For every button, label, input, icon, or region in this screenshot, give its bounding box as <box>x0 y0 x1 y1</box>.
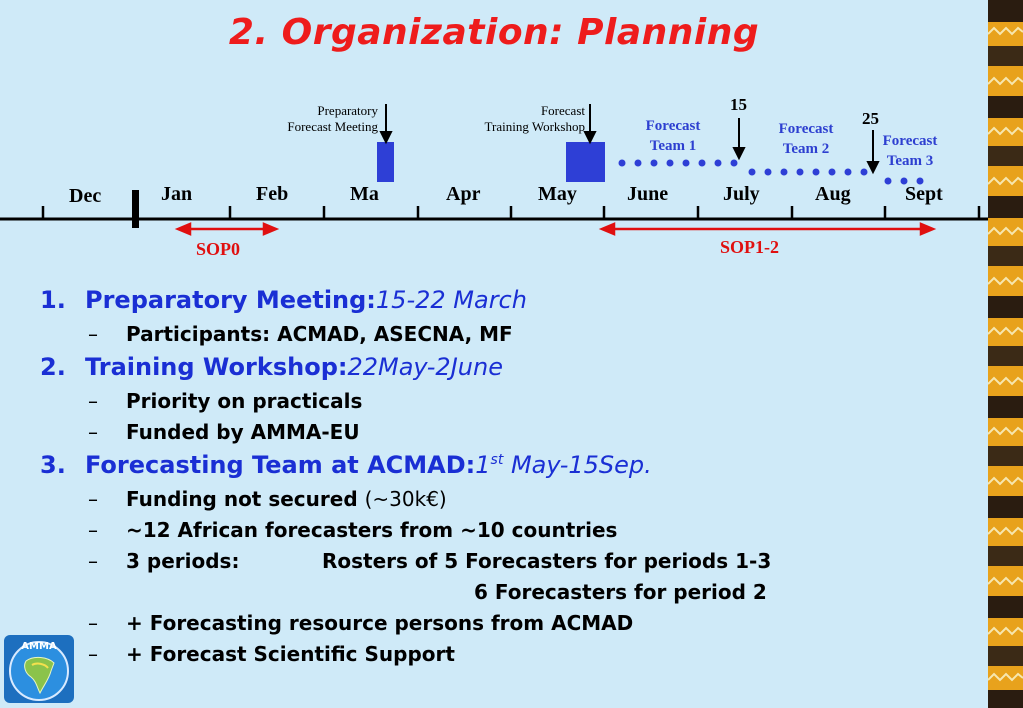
slide-title: 2. Organization: Planning <box>228 12 760 53</box>
item3-sub1: Funding not secured <box>126 487 358 511</box>
list-subitem <box>40 518 980 549</box>
list-item-3 <box>40 451 980 487</box>
prep-meeting-bar <box>377 142 394 182</box>
item2-label: Training Workshop: <box>85 353 348 381</box>
list-subitem <box>40 420 980 451</box>
month-feb: Feb <box>256 183 289 205</box>
list-subitem <box>40 487 980 518</box>
prep-line2: Forecast Meeting <box>287 119 378 134</box>
month-sept: Sept <box>905 183 943 205</box>
dash: – <box>88 549 98 573</box>
amma-logo-icon <box>4 635 74 703</box>
item3-detail-pre: 1 <box>475 451 491 479</box>
marker-25: 25 <box>862 109 879 128</box>
sop12-label: SOP1-2 <box>720 237 780 257</box>
sop12-arrow <box>602 224 933 234</box>
train-line1: Forecast <box>540 103 585 118</box>
item3-sub5: + Forecast Scientific Support <box>126 642 455 666</box>
prep-meeting-annotation <box>240 103 378 135</box>
month-june: June <box>627 183 669 205</box>
forecast-team-1 <box>635 116 711 156</box>
team1-line2: Team 1 <box>649 138 697 154</box>
item3-sub4: + Forecasting resource persons from ACMAD <box>126 611 634 635</box>
dash: – <box>88 420 98 444</box>
item3-sub3-b: Rosters of 5 Forecasters for periods 1-3 <box>322 549 772 573</box>
item3-sub3-c: 6 Forecasters for period 2 <box>474 580 767 604</box>
item2-sub2: Funded by AMMA-EU <box>126 420 360 444</box>
item3-num: 3. <box>40 451 66 479</box>
outline-list <box>40 286 980 673</box>
border-pattern-icon <box>988 0 1023 708</box>
list-subitem-continuation <box>40 580 980 611</box>
team3-line2: Team 3 <box>886 153 934 169</box>
training-workshop-bar <box>566 142 605 182</box>
item2-detail: 22May-2June <box>347 353 503 381</box>
training-annotation <box>440 103 585 135</box>
decorative-border <box>988 0 1023 708</box>
list-subitem <box>40 611 980 642</box>
list-subitem <box>40 389 980 420</box>
dash: – <box>88 518 98 542</box>
month-aug: Aug <box>815 183 851 205</box>
item2-sub1: Priority on practicals <box>126 389 363 413</box>
item3-detail-post: May-15Sep. <box>503 451 652 479</box>
list-subitem <box>40 549 980 580</box>
item1-detail: 15-22 March <box>375 286 527 314</box>
dash: – <box>88 611 98 635</box>
list-item-1 <box>40 286 980 322</box>
item3-sub2: ~12 African forecasters from ~10 countries <box>126 518 618 542</box>
month-jan: Jan <box>161 183 193 205</box>
list-item-2 <box>40 353 980 389</box>
train-line2: Training Workshop <box>484 119 585 134</box>
dash: – <box>88 322 98 346</box>
list-subitem <box>40 322 980 353</box>
month-may: May <box>538 183 577 205</box>
item1-num: 1. <box>40 286 66 314</box>
item3-sub1-note: (~30k€) <box>364 487 447 511</box>
dash: – <box>88 389 98 413</box>
forecast-team-2 <box>768 119 844 159</box>
sop0-label: SOP0 <box>196 239 241 259</box>
prep-line1: Preparatory <box>317 103 378 118</box>
team1-line1: Forecast <box>645 118 701 134</box>
item3-sub3-a: 3 periods: <box>126 549 240 573</box>
forecast-team-3 <box>872 131 948 171</box>
team2-line1: Forecast <box>778 121 834 137</box>
item3-detail-sup: st <box>490 452 504 468</box>
item3-label: Forecasting Team at ACMAD: <box>85 451 476 479</box>
month-july: July <box>723 183 760 205</box>
item2-num: 2. <box>40 353 66 381</box>
dash: – <box>88 487 98 511</box>
timeline-ticks <box>43 206 979 219</box>
item1-label: Preparatory Meeting: <box>85 286 376 314</box>
dash: – <box>88 642 98 666</box>
year-start-marker <box>132 190 139 228</box>
month-apr: Apr <box>446 183 481 205</box>
month-dec: Dec <box>69 185 102 207</box>
list-subitem <box>40 642 980 673</box>
team3-line1: Forecast <box>882 133 938 149</box>
logo-text: AMMA <box>21 641 57 652</box>
month-mar: Ma <box>350 183 379 205</box>
marker-15: 15 <box>730 95 747 114</box>
team2-line2: Team 2 <box>782 141 830 157</box>
sop0-arrow <box>178 224 276 234</box>
item1-sub1: Participants: ACMAD, ASECNA, MF <box>126 322 513 346</box>
